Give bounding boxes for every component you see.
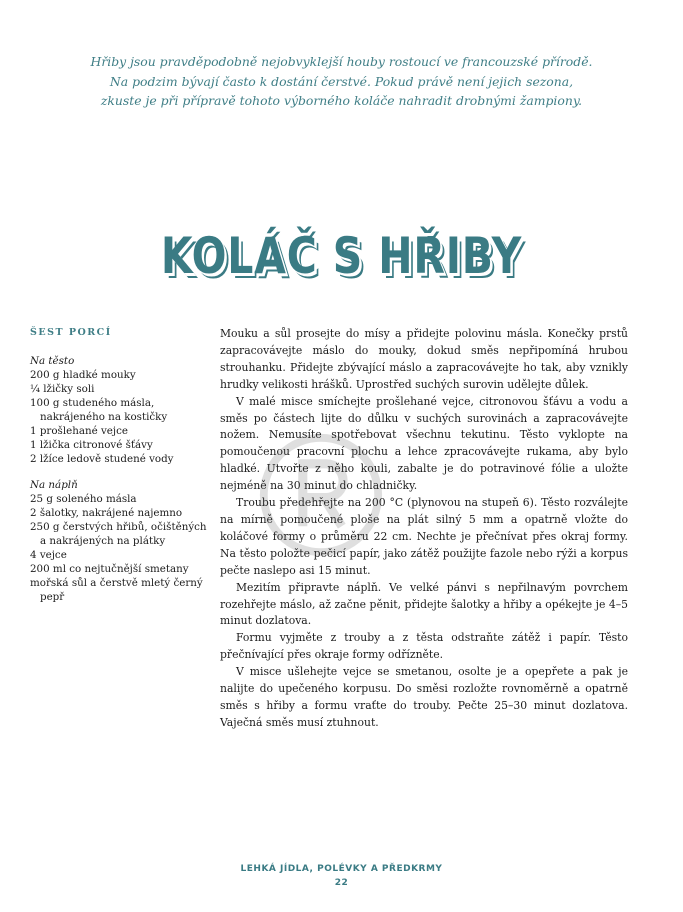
recipe-title: KOLÁČ S HŘIBY [160,227,523,285]
ingredient-item: 2 šalotky, nakrájené najemno [30,507,183,519]
method-paragraph: Formu vyjměte z trouby a z těsta odstraňte zátěž i papír. Těsto přečnívající přes okraje formy odřízněte. [220,631,628,662]
ingredient-item: 2 lžíce ledově studené vody [30,453,174,465]
method-paragraph: Mouku a sůl prosejte do mísy a přidejte polovinu másla. Konečky prstů zapracovávejte máslo do mouky, dokud směs nepřipomíná hrubou strouhanku. Přidejte zbývající máslo a zapracovávejte ho tak, aby vznikly hrudky velikosti hrášků. Uprostřed suchých surovin udělejte důlek. [220,327,628,391]
method-paragraph: Troubu předehřejte na 200 °C (plynovou na stupeň 6). Těsto rozválejte na mírně pomoučené ploše na plát silný 5 mm a opatrně vložte do koláčové formy o průměru 22 cm. Nechte je přečnívat přes okraj formy. Na těsto položte pečicí papír, jako zátěž použijte fazole nebo rýži a korpus pečte naslepo asi 15 minut. [220,496,628,577]
intro-line: Hřiby jsou pravděpodobně nejobvyklejší houby rostoucí ve francouzské přírodě. [90,54,593,69]
ingredient-item: ¼ lžičky soli [30,383,95,395]
page-number: 22 [334,878,349,888]
ingredient-item: 4 vejce [30,549,67,561]
intro-line: Na podzim bývají často k dostání čerstvé. Pokud právě není jejich sezona, [109,73,574,89]
ingredient-item: 100 g studeného másla, nakrájeného na kostičky [30,397,168,423]
ingredient-item: 25 g soleného másla [30,493,137,505]
page-footer [0,862,683,890]
method-paragraph: V malé misce smíchejte prošlehané vejce, citronovou šťávu a vodu a směs po částech lijte do důlku v suchých surovinách a zapracovávejte nožem. Nemusíte spotřebovat všechnu tekutinu. Těsto vyklopte na pomoučenou pracovní plochu a lehce zpracovávejte rukama, aby bylo hladké. Utvořte z něho kouli, zabalte je do potravinové fólie a uložte nejméně na 30 minut do chladničky. [220,394,628,493]
ingredient-item: 1 prošlehané vejce [30,425,128,437]
servings-label: ŠEST PORCÍ [30,327,112,338]
ingredient-item: 250 g čerstvých hřibů, očištěných a nakrájených na plátky [30,521,207,547]
ingredient-item: 200 g hladké mouky [30,369,136,381]
intro-line: zkuste je při přípravě tohoto výborného koláče nahradit drobnými žampiony. [100,93,583,108]
dough-list [30,368,210,466]
footer-section: LEHKÁ JÍDLA, POLÉVKY A PŘEDKRMY [240,864,443,874]
method-paragraph: Mezitím připravte náplň. Ve velké pánvi s nepřilnavým povrchem rozehřejte máslo, až začne pěnit, přidejte šalotky a hřiby a opékejte je 4–5 minut dozlatova. [220,580,628,628]
registered-mark-icon [256,430,386,560]
ingredient-item: 200 ml co nejtučnější smetany [30,563,189,575]
dough-heading: Na těsto [30,355,75,367]
method-paragraph: V misce ušlehejte vejce se smetanou, osolte je a opepřete a pak je nalijte do upečeného korpusu. Do směsi rozložte rovnoměrně a opatrně směs s hřiby a formu vraťte do trouby. Pečte 25–30 minut dozlatova. Vaječná směs musí ztuhnout. [220,665,628,729]
intro-text [40,52,643,111]
filling-list [30,492,210,604]
ingredient-item: mořská sůl a čerstvě mletý černý pepř [30,577,203,603]
filling-heading: Na náplň [30,479,78,491]
ingredient-item: 1 lžička citronové šťávy [30,439,153,451]
ingredients-column [30,326,210,604]
